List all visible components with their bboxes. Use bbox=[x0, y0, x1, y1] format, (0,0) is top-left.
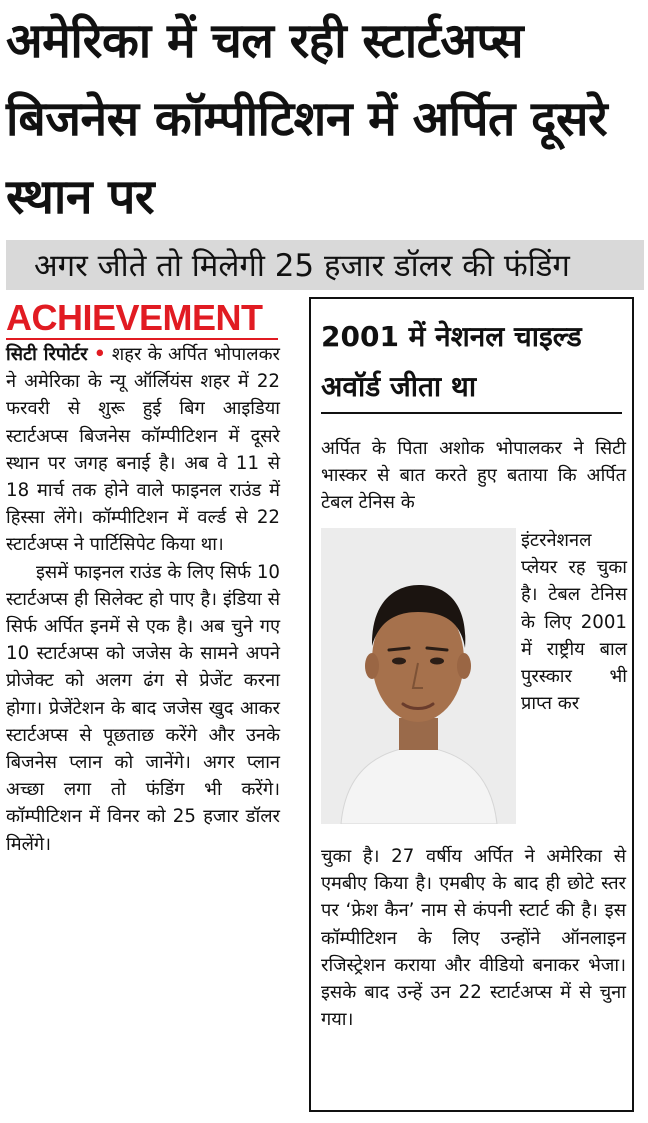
kicker-achievement: ACHIEVEMENT bbox=[6, 297, 263, 338]
sidebar-paragraph-bottom: चुका है। 27 वर्षीय अर्पित ने अमेरिका से एमबीए किया है। एमबीए के बाद ही छोटे स्तर पर ‘फ्रेश कैन’ नाम से कंपनी स्टार्ट की है। इस कॉम्पीटिशन के लिए उन्होंने ऑनलाइन रजिस्ट्रेशन कराया और वीडियो बनाकर भेजा। इसके बाद उन्हें उन 22 स्टार्टअप्स में से चुना गया। bbox=[321, 846, 626, 1031]
byline: सिटी रिपोर्टर bbox=[6, 344, 88, 365]
sidebar-paragraph-top: अर्पित के पिता अशोक भोपालकर ने सिटी भास्कर से बात करते हुए बताया कि अर्पित टेबल टेनिस के bbox=[321, 438, 626, 514]
portrait-illustration bbox=[321, 528, 516, 824]
sidebar-text-top bbox=[321, 435, 626, 517]
sidebar-paragraph-side: इंटरनेशनल प्लेयर रह चुका है। टेबल टेनिस के लिए 2001 में राष्ट्रीय बाल पुरस्कार भी प्राप्त कर bbox=[521, 530, 627, 715]
article-paragraph-2: इसमें फाइनल राउंड के लिए सिर्फ 10 स्टार्टअप्स ही सिलेक्ट हो पाए है। इंडिया से सिर्फ अर्पित इनमें से एक है। अब चुने गए 10 स्टार्टअप्स को जजेस के सामने अपने प्रोजेक्ट को अलग ढंग से प्रेजेंट करना होगा। प्रेजेंटेशन के बाद जजेस खुद आकर स्टार्टअप्स से पूछताछ करेंगे और उनके बिजनेस प्लान को जानेंगे। अगर प्लान अच्छा लगा तो फंडिंग भी करेंगे। कॉम्पीटिशन में विनर को 25 हजार डॉलर मिलेंगे। bbox=[6, 561, 280, 855]
sidebar-text-side bbox=[521, 527, 627, 717]
kicker-underline bbox=[6, 338, 278, 340]
headline: अमेरिका में चल रही स्टार्टअप्स बिजनेस कॉम्पीटिशन में अर्पित दूसरे स्थान पर bbox=[6, 13, 608, 225]
sidebar-text-bottom bbox=[321, 843, 626, 1033]
portrait-photo bbox=[321, 528, 516, 824]
article-paragraph-1 bbox=[6, 341, 280, 559]
subheadline: अगर जीते तो मिलेगी 25 हजार डॉलर की फंडिंग bbox=[34, 248, 570, 284]
bullet-icon: • bbox=[93, 344, 106, 365]
left-article-column bbox=[6, 341, 280, 858]
sidebar-box-rule bbox=[321, 412, 622, 414]
paragraph-1-text: शहर के अर्पित भोपालकर ने अमेरिका के न्यू ऑर्लियंस शहर में 22 फरवरी से शुरू हुई बिग आइडिया स्टार्टअप्स बिजनेस कॉम्पीटिशन में दूसरे स्थान पर जगह बनाई है। अब वे 11 से 18 मार्च तक होने वाले फाइनल राउंड में हिस्सा लेंगे। कॉम्पीटिशन में वर्ल्ड से 22 स्टार्टअप्स ने पार्टिसिपेट किया था। bbox=[6, 344, 280, 556]
sidebar-box-title: 2001 में नेशनल चाइल्ड अवॉर्ड जीता था bbox=[321, 320, 582, 403]
